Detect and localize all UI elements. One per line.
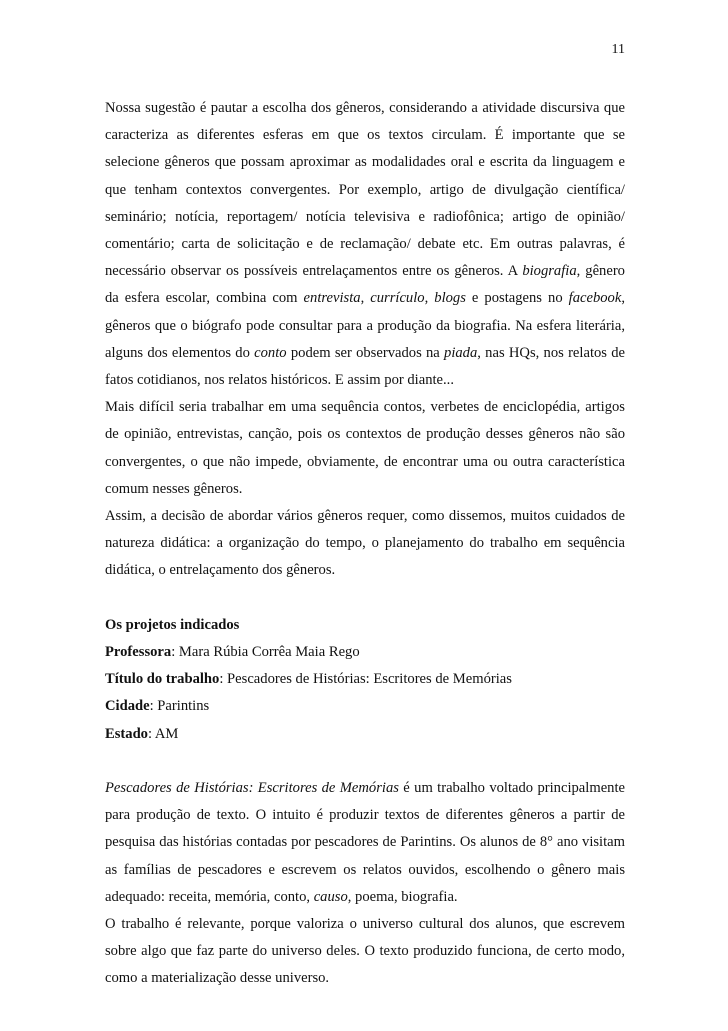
blank-line bbox=[105, 585, 625, 612]
paragraph-didactic-care: Assim, a decisão de abordar vários gêneros requer, como dissemos, muitos cuidados de natureza didática: a organização do tempo, o planejamento do trabalho em sequência didática, o entrelaçamento dos gêneros. bbox=[105, 508, 625, 579]
text-run: e postagens no bbox=[465, 290, 569, 307]
field-value: : Parintins bbox=[149, 698, 210, 715]
paragraph-project-relevance: O trabalho é relevante, porque valoriza o universo cultural dos alunos, que escrevem sobre algo que faz parte do universo deles. O texto produzido funciona, de certo modo, como a materialização desse universo. bbox=[105, 916, 625, 987]
work-title-line bbox=[105, 666, 625, 693]
italic-term: biografia bbox=[522, 263, 577, 280]
text-run: podem ser observados na bbox=[286, 344, 445, 361]
text-run: , nas HQs, nos relatos de fatos cotidianos, nos relatos históricos. E assim por diante... bbox=[105, 344, 625, 389]
field-value: : Pescadores de Histórias: Escritores de Memórias bbox=[219, 671, 512, 688]
italic-term: currículo bbox=[370, 290, 425, 307]
teacher-line bbox=[105, 639, 625, 666]
field-value: : AM bbox=[147, 725, 179, 742]
text-run: Nossa sugestão é pautar a escolha dos gêneros, considerando a atividade discursiva que caracteriza as diferentes esferas em que os textos circulam. É importante que se selecione gêneros que possam aproximar as modalidades oral e escrita da linguagem e que tenham contextos convergentes. Por exemplo, artigo de divulgação científica/ seminário; notícia, reportagem/ notícia televisiva e radiofônica; artigo de opinião/ comentário; carta de solicitação e de reclamação/ debate etc. Em outras palavras, é necessário observar os possíveis entrelaçamentos entre os gêneros. A bbox=[105, 100, 625, 280]
text-run: , gênero da esfera escolar, combina com bbox=[105, 263, 625, 307]
text-run: , gêneros que o biógrafo pode consultar para a produção da biografia. Na esfera literária, alguns dos elementos do bbox=[105, 290, 625, 361]
blank-line bbox=[105, 748, 625, 775]
section-heading: Os projetos indicados bbox=[105, 616, 240, 633]
italic-term: conto bbox=[254, 344, 287, 361]
field-label: Estado bbox=[105, 725, 148, 742]
field-label: Professora bbox=[105, 644, 172, 661]
italic-term: entrevista bbox=[303, 290, 361, 307]
italic-term: blogs bbox=[434, 290, 466, 307]
text-run: , bbox=[360, 290, 371, 307]
field-value: : Mara Rúbia Corrêa Maia Rego bbox=[171, 644, 360, 661]
paragraph-genres-suggestion bbox=[105, 95, 625, 394]
text-run: , poema, biografia. bbox=[347, 888, 458, 905]
italic-term: piada bbox=[444, 344, 478, 361]
text-run: é um trabalho voltado principalmente para produção de texto. O intuito é produzir textos de diferentes gêneros a partir de pesquisa das histórias contadas por pescadores de Parintins. Os alunos de 8° ano visitam as famílias de pescadores e escrevem os relatos ouvidos, escolhendo o gênero mais adequado: receita, memória, conto, bbox=[105, 780, 625, 905]
italic-term: facebook bbox=[568, 290, 622, 307]
city-line bbox=[105, 693, 625, 720]
page-content bbox=[105, 95, 625, 993]
paragraph-difficult-sequence: Mais difícil seria trabalhar em uma sequência contos, verbetes de enciclopédia, artigos de opinião, entrevistas, canção, pois os contextos de produção desses gêneros não são convergentes, o que não impede, obviamente, de encontrar uma ou outra característica comum nesses gêneros. bbox=[105, 399, 625, 497]
state-line bbox=[105, 721, 625, 748]
field-label: Título do trabalho bbox=[105, 671, 220, 688]
page-number: 11 bbox=[611, 42, 625, 57]
italic-term: Pescadores de Histórias: Escritores de Memórias bbox=[105, 780, 399, 797]
text-run: , bbox=[424, 290, 435, 307]
paragraph-project-description bbox=[105, 775, 625, 911]
italic-term: causo bbox=[313, 888, 348, 905]
field-label: Cidade bbox=[105, 698, 150, 715]
